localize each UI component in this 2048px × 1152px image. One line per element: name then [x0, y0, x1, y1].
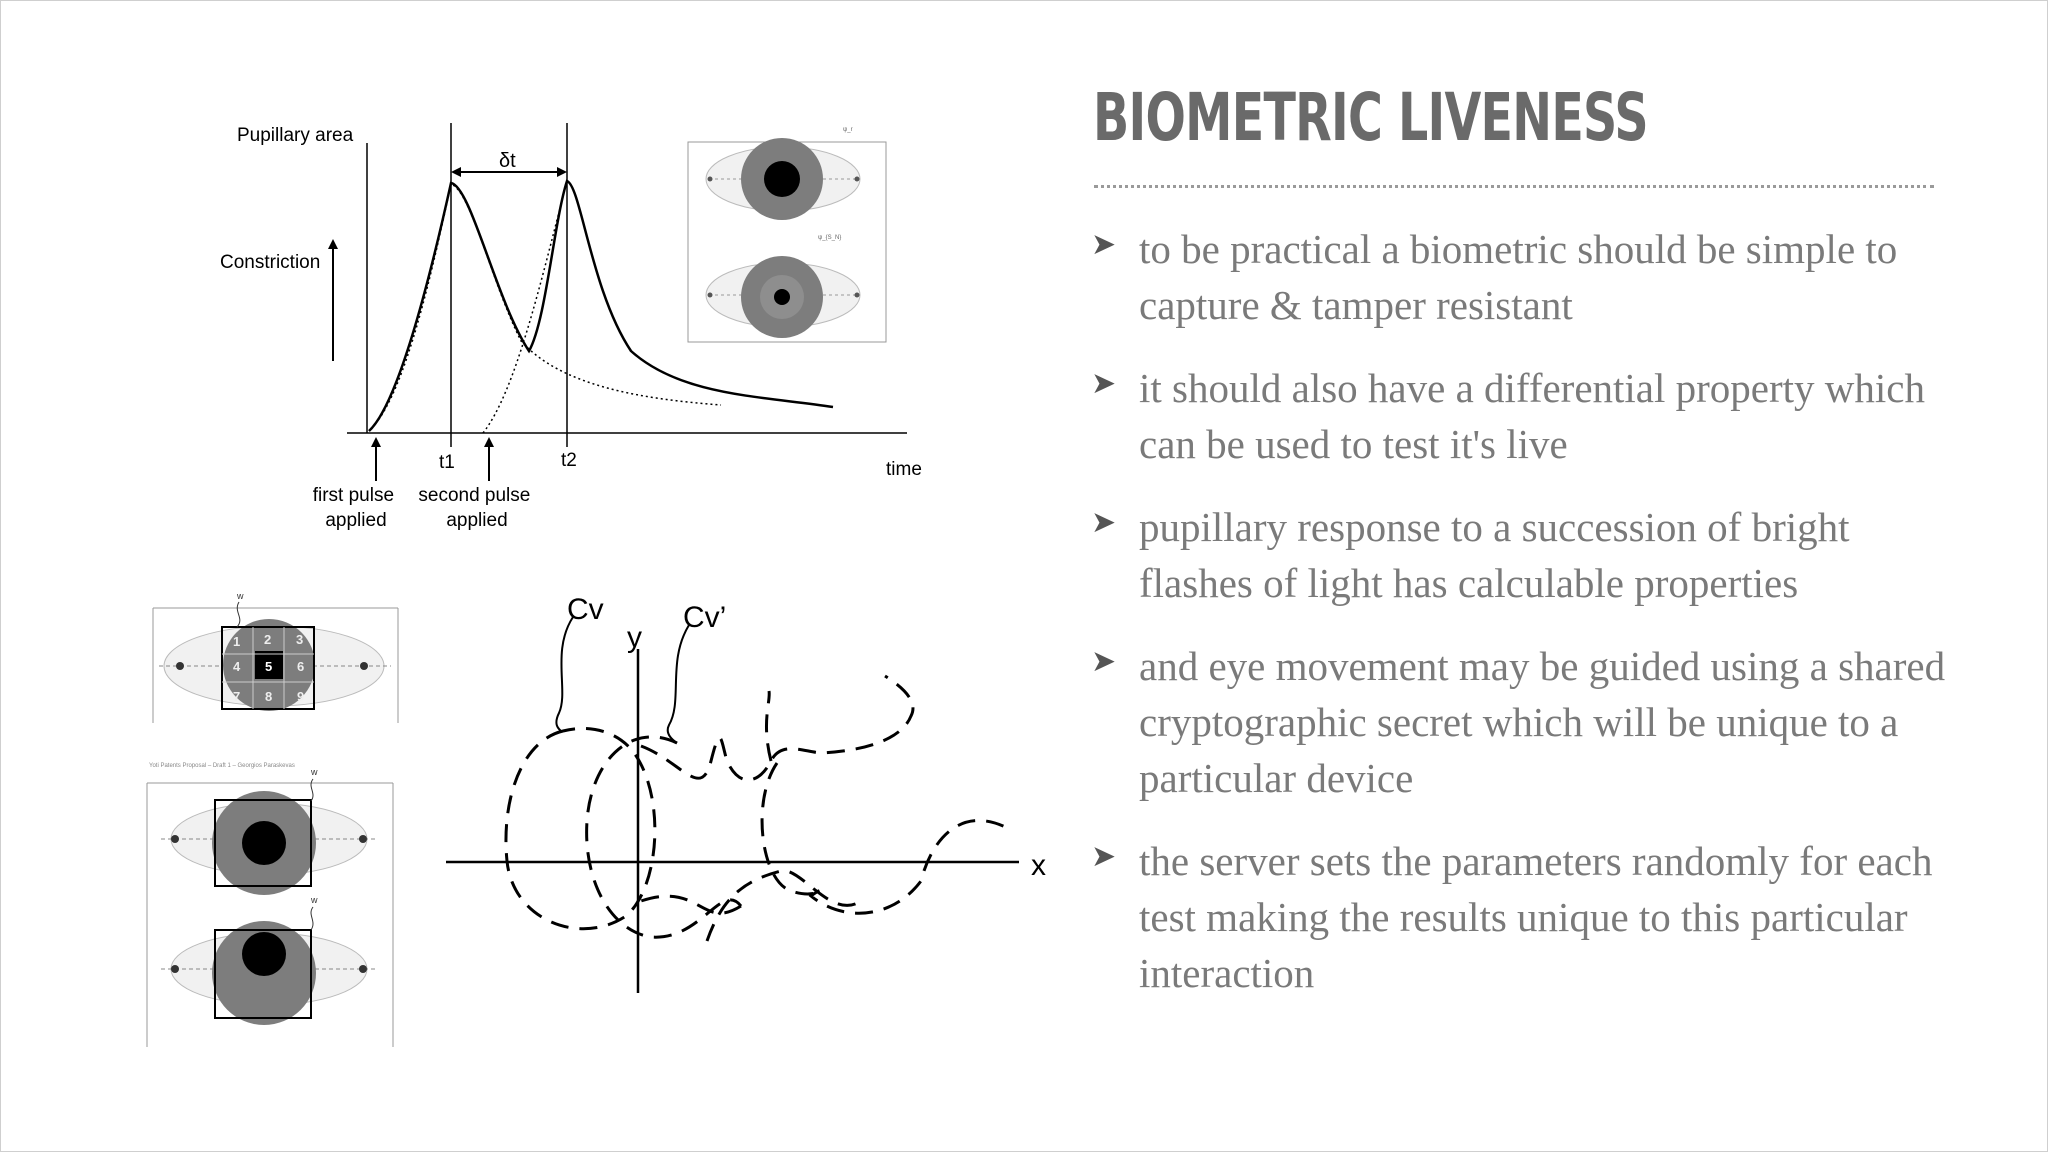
bullet-text: it should also have a differential property which can be used to test it's live	[1139, 365, 1925, 467]
grid-cell-2: 2	[264, 632, 272, 647]
pupil	[774, 289, 790, 305]
first-pulse-line1: first pulse	[312, 485, 395, 506]
bullet-item	[1091, 360, 1951, 472]
w-label: w	[237, 591, 244, 601]
first-pulse-line2: applied	[325, 510, 387, 531]
grid-cell-3: 3	[296, 632, 304, 647]
eye-corner-dot	[176, 662, 184, 670]
cv-curve-plot	[446, 593, 1046, 993]
title-divider	[1094, 185, 1934, 188]
pupil	[242, 932, 286, 976]
second-pulse-dotted-curve	[483, 181, 567, 433]
eye-grid-figure	[153, 591, 398, 723]
grid-cell-5: 5	[265, 659, 273, 674]
eye-corner-dot	[855, 293, 860, 298]
constriction-label: Constriction	[220, 252, 321, 273]
t2-label: t2	[561, 450, 577, 471]
second-pulse-line2: applied	[446, 510, 508, 531]
t1-label: t1	[439, 452, 455, 473]
cv-dashed-loop	[506, 728, 655, 928]
bullet-text: pupillary response to a succession of bright flashes of light has calculable properties	[1139, 504, 1850, 606]
delta-t-label: δt	[499, 150, 516, 172]
eye-corner-dot	[171, 965, 179, 973]
dashed-trajectory-loop	[762, 691, 1013, 913]
bullet-item	[1091, 638, 1951, 806]
bullet-item	[1091, 833, 1951, 1001]
eye-corner-dot	[359, 965, 367, 973]
eye-label-2: ψ_{S_N}	[818, 235, 842, 241]
bullet-text: and eye movement may be guided using a shared cryptographic secret which will be unique to a particular device	[1139, 643, 1946, 801]
pupil	[764, 161, 800, 197]
time-label: time	[886, 459, 922, 480]
eye-corner-dot	[359, 835, 367, 843]
arrow-bullet-icon: ➤	[1091, 366, 1117, 401]
arrow-bullet-icon: ➤	[1091, 644, 1117, 679]
second-pulse-line1: second pulse	[418, 485, 531, 506]
eye-pair-figure-bottom	[147, 763, 393, 1047]
grid-cell-1: 1	[233, 634, 241, 649]
second-pulse-label	[418, 485, 535, 531]
eye-corner-dot	[171, 835, 179, 843]
cv-prime-dashed-loop	[587, 737, 741, 937]
bullet-text: the server sets the parameters randomly for each test making the results unique to this particular interaction	[1139, 838, 1933, 996]
bullet-item	[1091, 499, 1951, 611]
arrow-bullet-icon: ➤	[1091, 227, 1117, 262]
cv-prime-leader	[668, 625, 689, 743]
bullet-item	[1091, 221, 1951, 333]
grid-cell-7: 7	[233, 689, 241, 704]
arrow-bullet-icon: ➤	[1091, 839, 1117, 874]
cv-label: Cv	[567, 593, 604, 626]
x-axis-label: x	[1031, 849, 1046, 882]
w-label: w	[311, 895, 318, 905]
eye-corner-dot	[360, 662, 368, 670]
w-pointer	[311, 907, 313, 930]
grid-cell-6: 6	[297, 659, 305, 674]
y-axis-label: y	[627, 621, 642, 654]
graph-y-title: Pupillary area	[237, 125, 354, 146]
cv-leader	[556, 617, 573, 731]
pupil	[242, 821, 286, 865]
arrow-bullet-icon: ➤	[1091, 505, 1117, 540]
w-pointer	[311, 779, 313, 801]
w-pointer	[237, 602, 240, 627]
bullet-text: to be practical a biometric should be simple to capture & tamper resistant	[1139, 226, 1898, 328]
patent-header-text: Yoti Patents Proposal – Draft 1 – Georgios Paraskevas	[149, 763, 295, 769]
grid-cell-8: 8	[265, 689, 273, 704]
grid-cell-9: 9	[297, 689, 305, 704]
eye-label-1: ψ_r	[843, 127, 853, 133]
cv-prime-label: Cv’	[683, 601, 727, 634]
w-label: w	[311, 767, 318, 777]
eye-corner-dot	[855, 177, 860, 182]
slide-title: BIOMETRIC LIVENESS	[1093, 79, 1648, 156]
diagram-canvas	[1, 1, 1081, 1101]
first-pulse-label	[313, 485, 400, 531]
first-pulse-dotted-curve	[369, 184, 721, 431]
eye-corner-dot	[708, 177, 713, 182]
eye-corner-dot	[708, 293, 713, 298]
bullet-list	[1091, 221, 1951, 1028]
eye-pair-figure-top	[688, 127, 886, 342]
grid-cell-4: 4	[233, 659, 241, 674]
